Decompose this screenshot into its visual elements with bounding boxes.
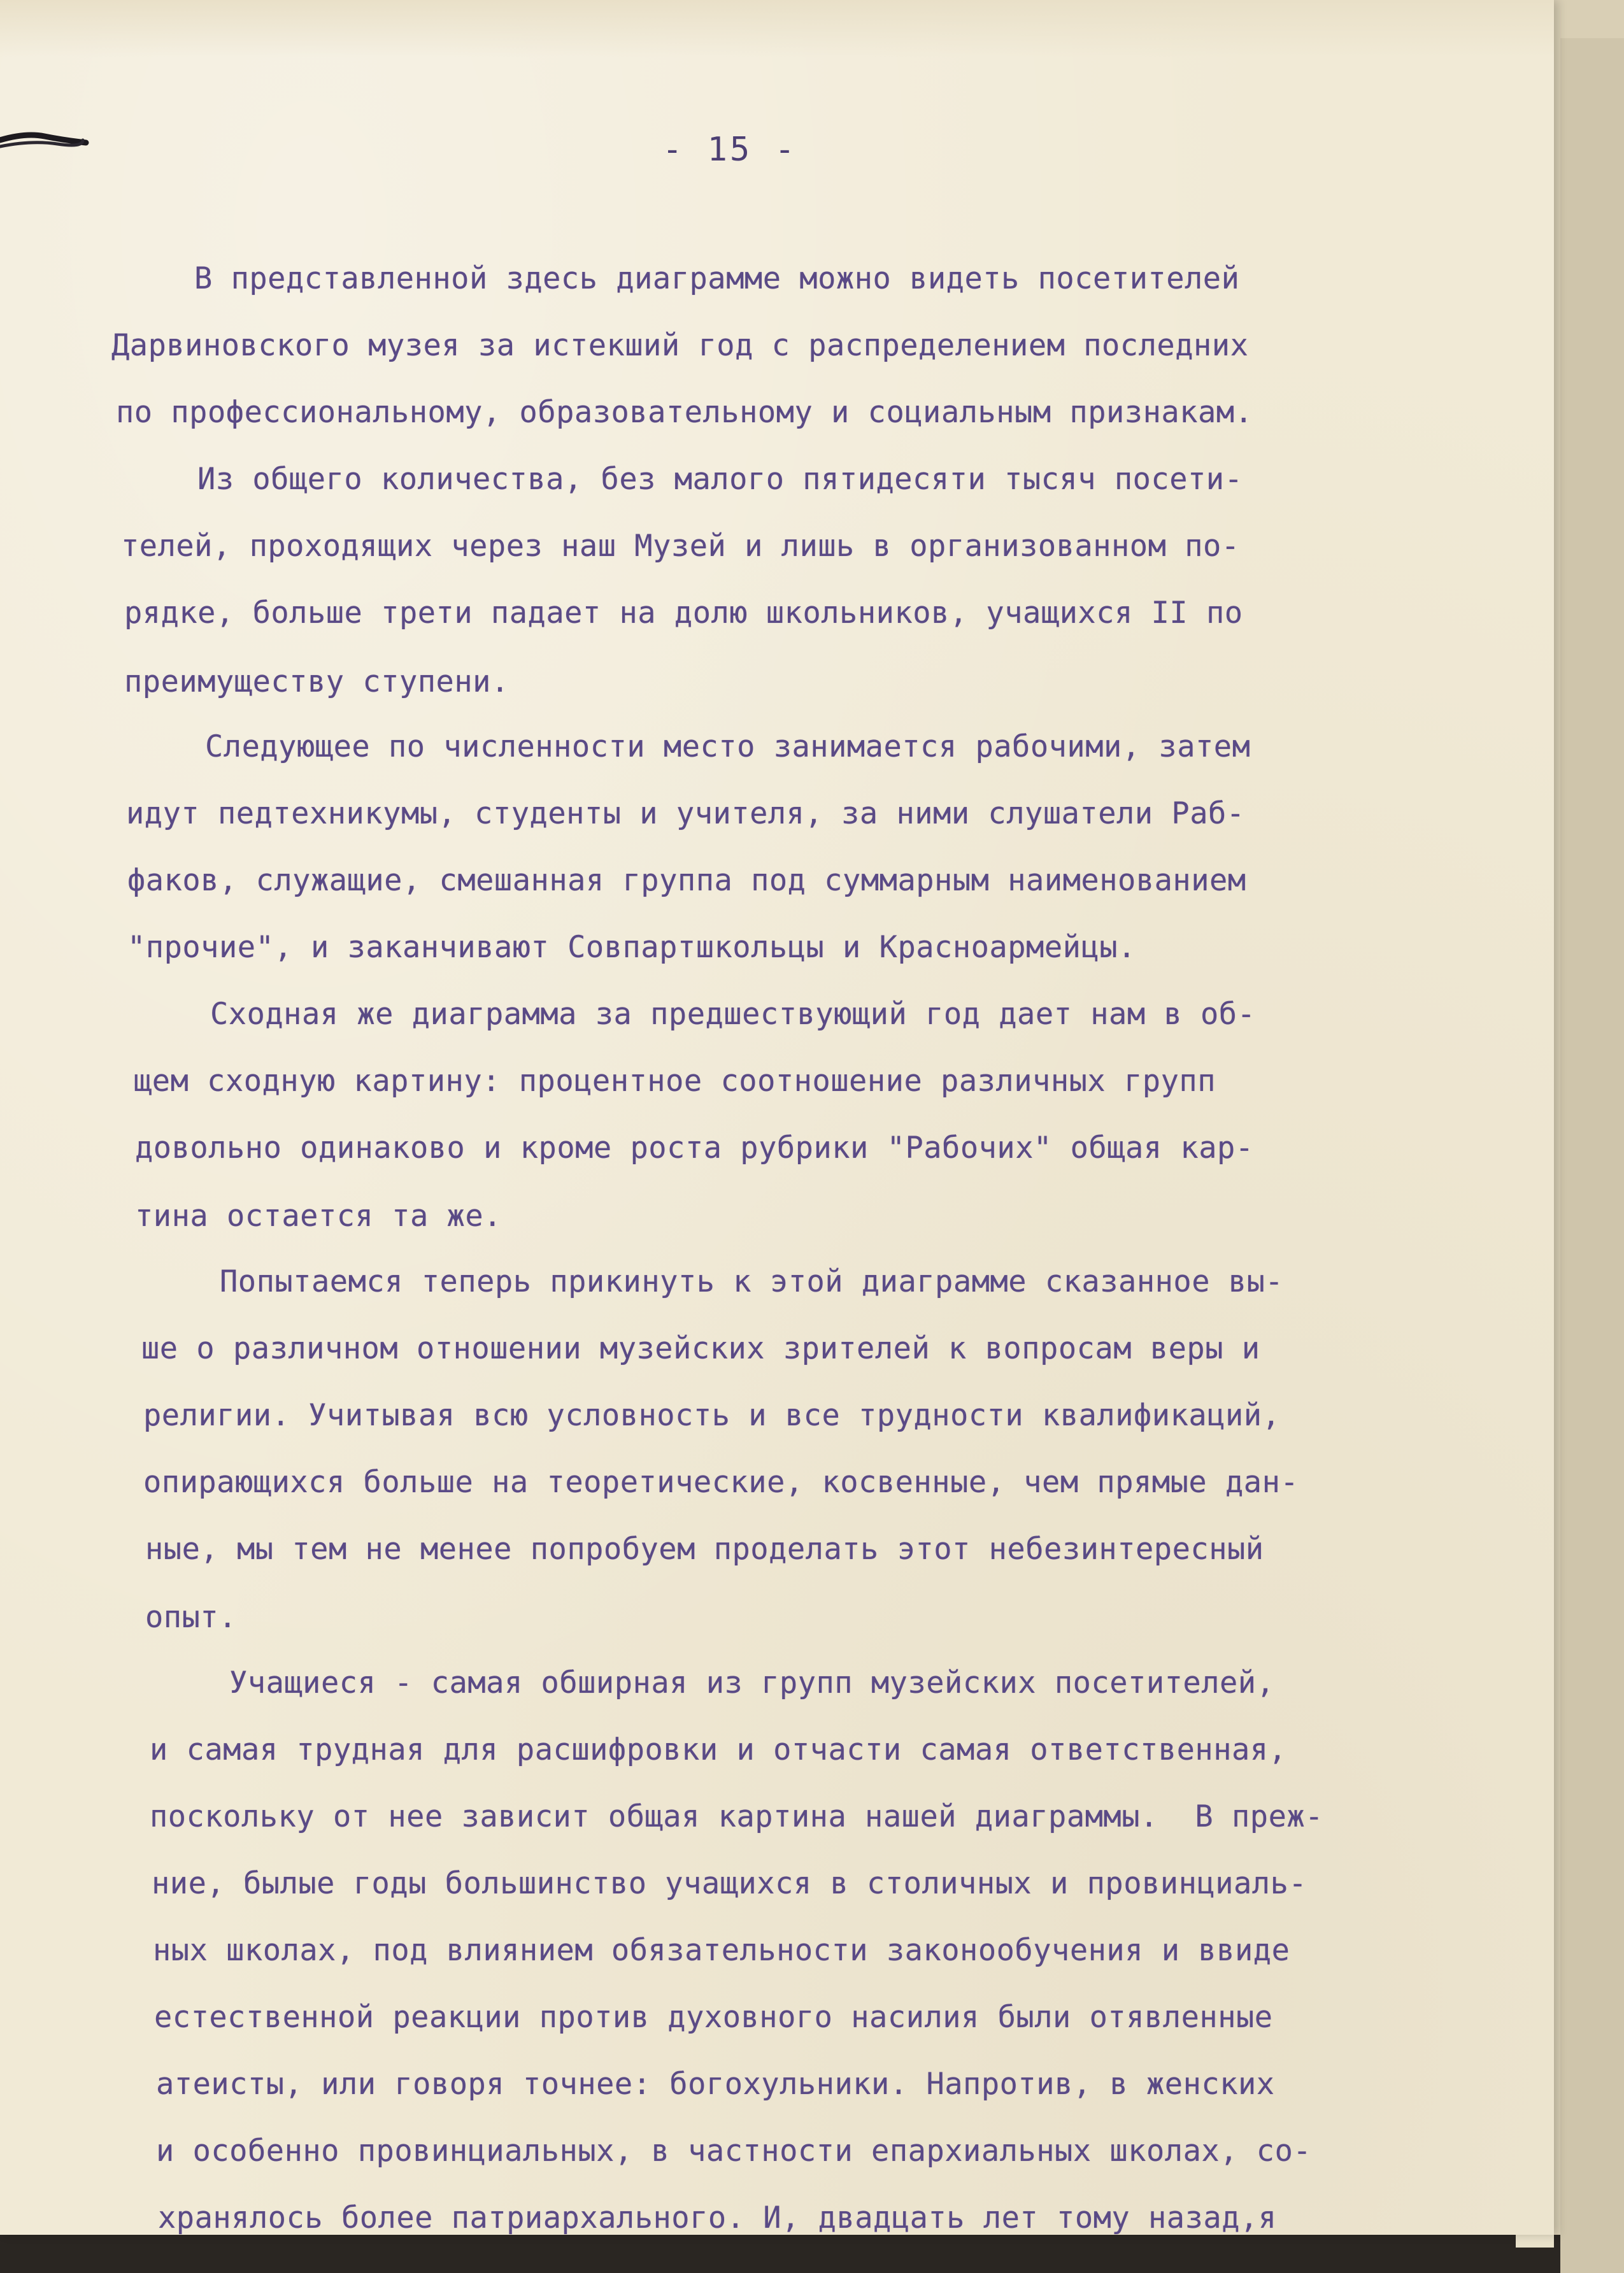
text-line: Дарвиновского музея за истекший год с распределением последних [111,328,1249,363]
text-line: опирающихся больше на теоретические, косвенные, чем прямые дан- [143,1465,1299,1500]
text-line: "прочие", и заканчивают Совпартшкольцы и Красноармейцы. [127,930,1136,965]
text-line: по профессиональному, образовательному и социальным признакам. [116,395,1253,430]
text-line: ные, мы тем не менее попробуем проделать этот небезинтересный [145,1532,1264,1567]
text-line: Учащиеся - самая обширная из групп музейских посетителей, [229,1665,1275,1700]
text-line: тина остается та же. [135,1199,502,1234]
text-line: Следующее по численности место занимается рабочими, затем [205,729,1251,764]
text-line: ние, былые годы большинство учащихся в столичных и провинциаль- [152,1866,1307,1901]
text-line: щем сходную картину: процентное соотношение различных групп [134,1064,1216,1099]
text-line: рядке, больше трети падает на долю школьников, учащихся II по [124,595,1243,631]
text-line: и особенно провинциальных, в частности епархиальных школах, со- [156,2134,1312,2169]
text-line: В представленной здесь диаграмме можно видеть посетителей [194,261,1240,296]
page-number: - 15 - [662,131,797,169]
text-line: преимуществу ступени. [124,664,509,699]
text-line: поскольку от нее зависит общая картина нашей диаграммы. В преж- [150,1799,1323,1834]
text-line: Из общего количества, без малого пятидесяти тысяч посети- [197,462,1243,497]
text-line: и самая трудная для расшифровки и отчасти самая ответственная, [150,1732,1287,1767]
page-top-edge [0,0,1554,57]
text-line: ше о различном отношении музейских зрителей к вопросам веры и [141,1331,1260,1366]
text-line: естественной реакции против духовного насилия были отявленные [154,2000,1273,2035]
text-line: Сходная же диаграмма за предшествующий год дает нам в об- [210,997,1256,1032]
binding-thread-icon [0,121,89,159]
text-line: Попытаемся теперь прикинуть к этой диаграмме сказанное вы- [220,1264,1284,1299]
text-line: религии. Учитывая всю условность и все трудности квалификаций, [143,1398,1281,1433]
text-line: идут педтехникумы, студенты и учителя, за ними слушатели Раб- [126,796,1245,831]
back-page-edge [1560,38,1624,2273]
text-line: факов, служащие, смешанная группа под суммарным наименованием [127,863,1246,898]
text-line: хранялось более патриархального. И, двадцать лет тому назад,я [158,2200,1277,2235]
text-line: довольно одинаково и кроме роста рубрики "Рабочих" общая кар- [135,1130,1254,1165]
text-line: ных школах, под влиянием обязательности законообучения и ввиде [153,1933,1290,1968]
text-line: телей, проходящих через наш Музей и лишь в организованном по- [121,529,1240,564]
text-line: атеисты, или говоря точнее: богохульники. Напротив, в женских [156,2067,1275,2102]
text-line: опыт. [145,1600,237,1635]
